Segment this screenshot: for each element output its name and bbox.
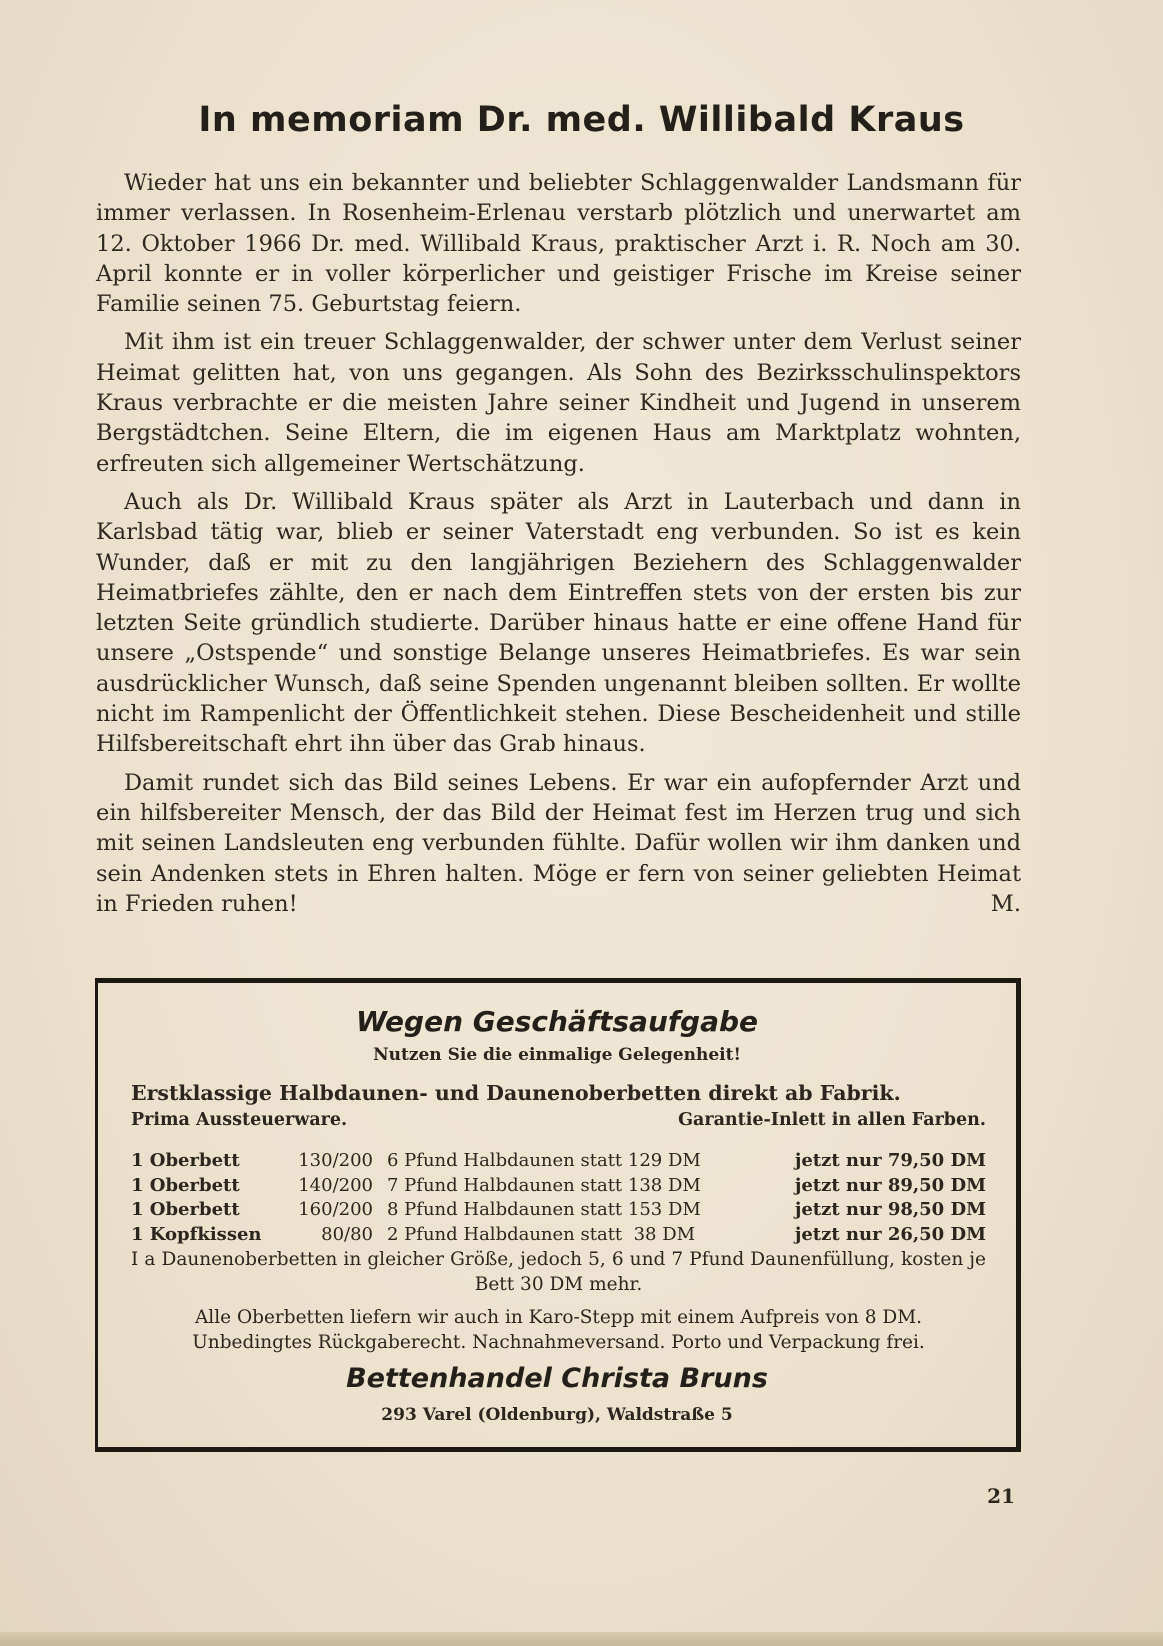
ad-brand-name: Bettenhandel Christa Bruns (346, 1363, 768, 1394)
advertisement-box (95, 978, 1021, 1452)
ad-subheadline: Nutzen Sie die einmalige Gelegenheit! (373, 1045, 741, 1065)
ad-detail-left: Prima Aussteuerware. (131, 1110, 348, 1130)
offer-item: 1 Oberbett (131, 1199, 240, 1220)
offer-size: 80/80 (321, 1223, 373, 1245)
ad-headline: Wegen Geschäftsaufgabe (355, 1005, 759, 1038)
ad-detail-right: Garantie-Inlett in allen Farben. (678, 1110, 986, 1130)
offer-item: 1 Oberbett (131, 1174, 240, 1196)
offer-item: 1 Kopfkissen (131, 1223, 262, 1245)
offer-row (131, 1223, 986, 1248)
offer-row (131, 1198, 986, 1223)
offer-description: 8 Pfund Halbdaunen statt 153 DM (387, 1199, 701, 1220)
article-paragraph: Auch als Dr. Willibald Kraus später als Arzt in Lauterbach und dann in Karlsbad tätig war, blieb er seiner Vaterstadt eng verbunden. So ist es kein Wunder, daß er mit zu den langjährigen Beziehern des Schlaggenwalder Heimatbriefes zählte, den er nach dem Eintreffen stets von der ersten bis zur letzten Seite gründlich studierte. Darüber hinaus hatte er eine offene Hand für unsere „Ostspende“ und sonstige Belange unseres Heimatbriefes. Es war sein ausdrücklicher Wunsch, daß seine Spenden ungenannt bleiben sollten. Er wollte nicht im Rampenlicht der Öffentlichkeit stehen. Diese Bescheidenheit und stille Hilfsbereitschaft ehrt ihn über das Grab hinaus. (96, 488, 1021, 758)
offer-description: 7 Pfund Halbdaunen statt 138 DM (387, 1174, 701, 1196)
offer-size: 130/200 (298, 1150, 373, 1171)
ad-product-details (131, 1110, 986, 1130)
offer-list (131, 1149, 986, 1247)
offer-row (131, 1149, 986, 1174)
ad-product-line: Erstklassige Halbdaunen- und Daunenoberbetten direkt ab Fabrik. (131, 1081, 901, 1105)
article-signature: M. (990, 890, 1021, 917)
ad-info (131, 1305, 986, 1355)
ad-info-line: Unbedingtes Rückgaberecht. Nachnahmeversand. Porto und Verpackung frei. (192, 1332, 925, 1353)
offer-size: 140/200 (298, 1174, 373, 1196)
offer-price: jetzt nur 26,50 DM (794, 1223, 986, 1245)
ad-address: 293 Varel (Oldenburg), Waldstraße 5 (381, 1405, 733, 1425)
page-bottom-edge (0, 1632, 1163, 1646)
article-paragraph: Mit ihm ist ein treuer Schlaggenwalder, der schwer unter dem Verlust seiner Heimat gelitten hat, von uns gegangen. Als Sohn des Bezirksschulinspektors Kraus verbrachte er die meisten Jahre seiner Kindheit und Jugend in unserem Bergstädtchen. Seine Eltern, die im eigenen Haus am Marktplatz wohnten, erfreuten sich allgemeiner Wertschätzung. (96, 329, 1021, 477)
offer-description: 2 Pfund Halbdaunen statt 38 DM (387, 1223, 696, 1245)
offer-price: jetzt nur 89,50 DM (794, 1174, 986, 1196)
offer-price: jetzt nur 79,50 DM (794, 1150, 986, 1171)
offer-price: jetzt nur 98,50 DM (794, 1199, 986, 1220)
article-paragraph-last (96, 768, 1021, 919)
offer-item: 1 Oberbett (131, 1150, 240, 1171)
article-body (96, 168, 1021, 927)
article-paragraph: Wieder hat uns ein bekannter und beliebter Schlaggenwalder Landsmann für immer verlassen. In Rosenheim-Erlenau verstarb plötzlich und unerwartet am 12. Oktober 1966 Dr. med. Willibald Kraus, praktischer Arzt i. R. Noch am 30. April konnte er in voller körperlicher und geistiger Frische im Kreise seiner Familie seinen 75. Geburtstag feiern. (96, 170, 1021, 318)
offer-row (131, 1174, 986, 1199)
offer-description: 6 Pfund Halbdaunen statt 129 DM (387, 1150, 701, 1171)
page-number: 21 (987, 1484, 1015, 1508)
article-title: In memoriam Dr. med. Willibald Kraus (198, 100, 965, 140)
article-paragraph-text: Damit rundet sich das Bild seines Lebens. Er war ein aufopfernder Arzt und ein hilfsbereiter Mensch, der das Bild der Heimat fest im Herzen trug und sich mit seinen Landsleuten eng verbunden fühlte. Dafür wollen wir ihm danken und sein Andenken stets in Ehren halten. Möge er fern von seiner geliebten Heimat in Frieden ruhen! (96, 769, 1021, 917)
offer-size: 160/200 (298, 1199, 373, 1220)
ad-note: I a Daunenoberbetten in gleicher Größe, jedoch 5, 6 und 7 Pfund Daunenfüllung, kosten je Bett 30 DM mehr. (131, 1249, 986, 1295)
ad-info-line: Alle Oberbetten liefern wir auch in Karo-Stepp mit einem Aufpreis von 8 DM. (194, 1307, 923, 1328)
